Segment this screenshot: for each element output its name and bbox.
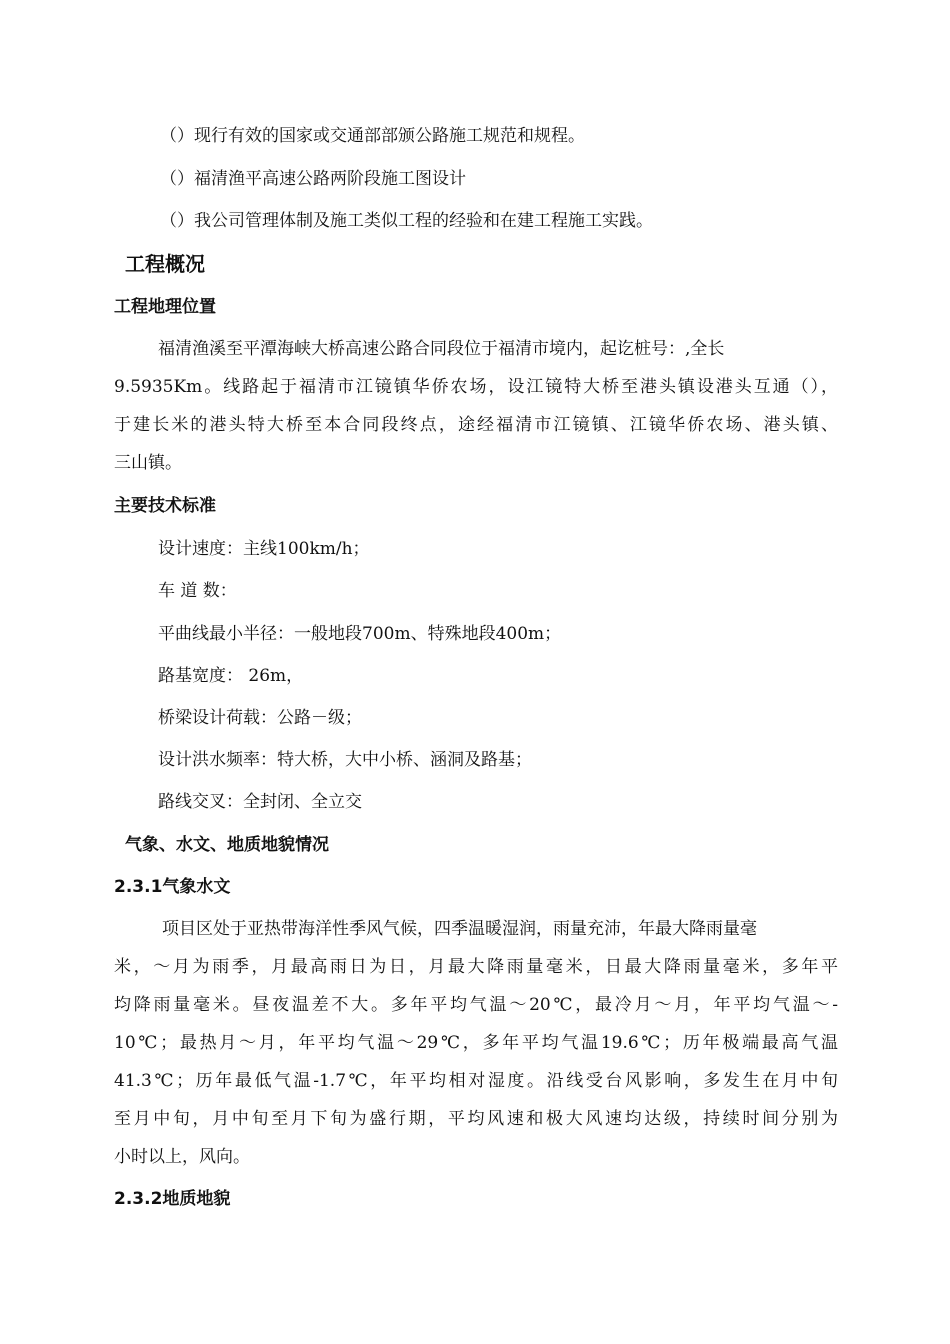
subsection-heading-text: 2.3.1气象水文 [114,877,231,897]
standard-item-text: 车 道 数： [158,581,237,601]
basis-item-text: （）我公司管理体制及施工类似工程的经验和在建工程施工实践。 [160,211,653,231]
paragraph-text: 三山镇。 [114,453,182,473]
standard-item-text: 桥梁设计荷载：公路－级； [158,708,362,728]
paragraph-text: 米，～月为雨季，月最高雨日为日，月最大降雨量毫米，日最大降雨量毫米，多年平 [114,957,838,977]
standard-item-text: 平曲线最小半径：一般地段700m、特殊地段400m； [158,624,562,644]
subsection-heading-text: 主要技术标准 [114,496,216,516]
subsection-heading-text: 2.3.2地质地貌 [114,1189,231,1209]
paragraph-text: 9.5935Km。线路起于福清市江镜镇华侨农场，设江镜特大桥至港头镇设港头互通（）， [114,377,838,397]
paragraph-text: 项目区处于亚热带海洋性季风气候，四季温暖湿润，雨量充沛，年最大降雨量毫 [162,919,757,939]
standard-item-text: 设计速度：主线100km/h； [158,539,370,559]
basis-item-text: （）福清渔平高速公路两阶段施工图设计 [160,169,466,189]
subsection-heading-text: 气象、水文、地质地貌情况 [125,835,329,855]
standard-item-text: 设计洪水频率：特大桥，大中小桥、涵洞及路基； [158,750,532,770]
paragraph-text: 10℃；最热月～月，年平均气温～29℃，多年平均气温19.6℃；历年极端最高气温 [114,1033,838,1053]
paragraph-text: 于建长米的港头特大桥至本合同段终点，途经福清市江镜镇、江镜华侨农场、港头镇、 [114,415,838,435]
standard-item-text: 路线交叉：全封闭、全立交 [158,792,362,812]
subsection-heading-text: 工程地理位置 [114,297,216,317]
paragraph-text: 41.3℃；历年最低气温-1.7℃，年平均相对湿度。沿线受台风影响，多发生在月中旬 [114,1071,838,1091]
section-heading-text: 工程概况 [125,252,205,276]
basis-item-text: （）现行有效的国家或交通部部颁公路施工规范和规程。 [160,126,585,146]
paragraph-text: 小时以上，风向。 [114,1147,250,1167]
paragraph-text: 至月中旬，月中旬至月下旬为盛行期，平均风速和极大风速均达级，持续时间分别为 [114,1109,838,1129]
standard-item-text: 路基宽度： 26m， [158,666,304,686]
paragraph-text: 均降雨量毫米。昼夜温差不大。多年平均气温～20℃，最冷月～月，年平均气温～- [114,995,838,1015]
paragraph-text: 福清渔溪至平潭海峡大桥高速公路合同段位于福清市境内，起讫桩号：,全长 [158,339,725,359]
